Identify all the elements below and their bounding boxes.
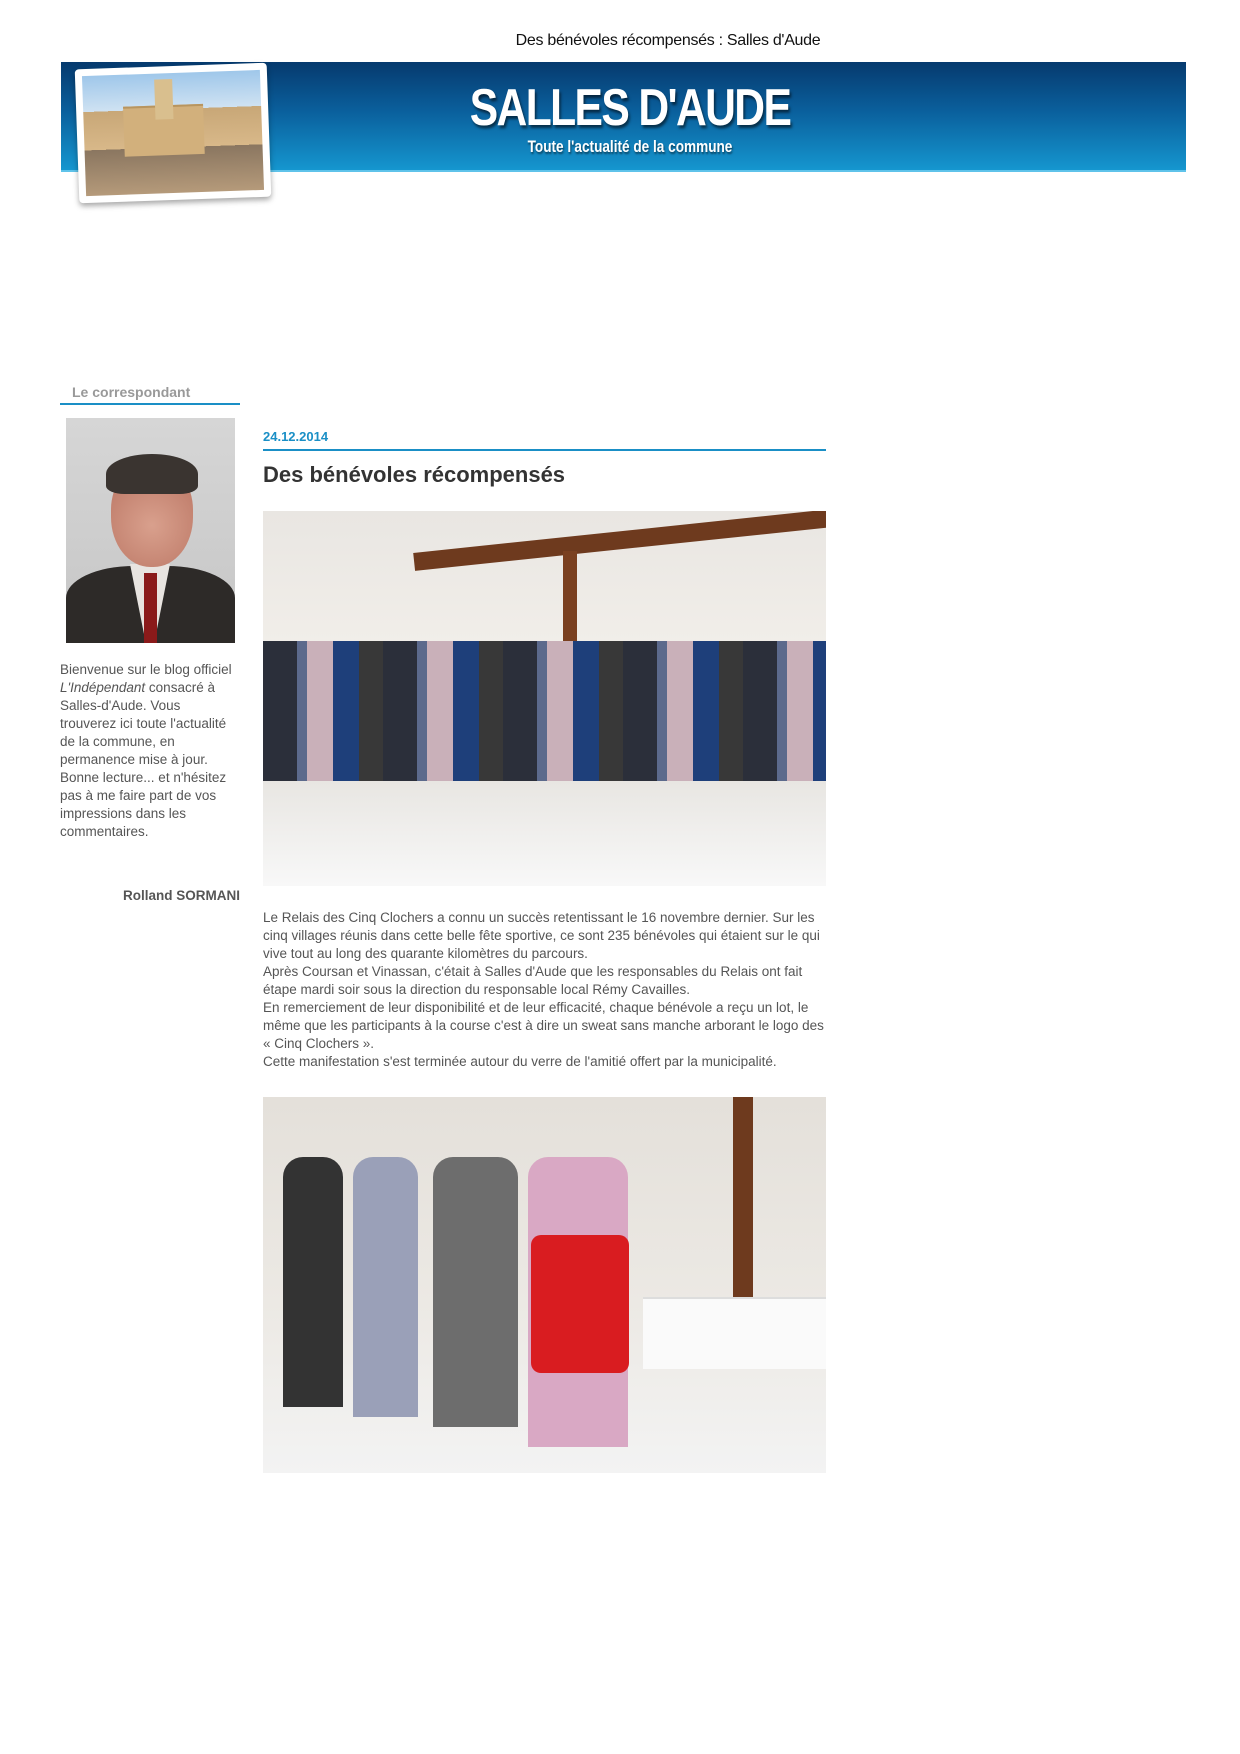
article-paragraph: Après Coursan et Vinassan, c'était à Salles d'Aude que les responsables du Relais ont fait étape mardi soir sous la direction du responsable local Rémy Cavailles. bbox=[263, 964, 803, 997]
correspondent-portrait bbox=[66, 418, 235, 643]
site-tagline: Toute l'actualité de la commune bbox=[527, 137, 733, 156]
article-paragraph: En remerciement de leur disponibilité et de leur efficacité, chaque bénévole a reçu un lot, le même que les participants à la course c'est à dire un sweat sans manche arborant le logo des « Cinq Clochers ». bbox=[263, 1000, 824, 1051]
article-date: 24.12.2014 bbox=[263, 429, 329, 444]
site-logo-title[interactable]: SALLES D'AUDE bbox=[469, 79, 791, 137]
article-body bbox=[263, 909, 833, 1071]
document-title: Des bénévoles récompensés : Salles d'Aude bbox=[515, 32, 821, 49]
sidebar-heading: Le correspondant bbox=[72, 384, 191, 400]
banner-town-hall-photo bbox=[75, 63, 272, 204]
article-paragraph: Cette manifestation s'est terminée autour du verre de l'amitié offert par la municipalité. bbox=[263, 1054, 777, 1069]
article-photo-vest-presentation bbox=[263, 1097, 826, 1473]
sidebar-heading-divider bbox=[60, 403, 240, 405]
sidebar-bio bbox=[60, 661, 240, 841]
article-date-divider bbox=[263, 449, 826, 451]
bio-newspaper-name: L'Indépendant bbox=[60, 680, 146, 695]
bio-text: Bienvenue sur le blog officiel bbox=[60, 662, 232, 677]
correspondent-name: Rolland SORMANI bbox=[123, 888, 240, 903]
article-title: Des bénévoles récompensés bbox=[263, 462, 566, 487]
bio-text: consacré à Salles-d'Aude. Vous trouverez ici toute l'actualité de la commune, en permanence mise à jour. Bonne lecture... et n'hésitez pas à me faire part de vos impressions dans les commentaires. bbox=[60, 680, 227, 839]
article-photo-group bbox=[263, 511, 826, 886]
article-paragraph: Le Relais des Cinq Clochers a connu un succès retentissant le 16 novembre dernier. Sur les cinq villages réunis dans cette belle fête sportive, ce sont 235 bénévoles qui étaient sur le qui vive tout au long des quarante kilomètres du parcours. bbox=[263, 910, 820, 961]
